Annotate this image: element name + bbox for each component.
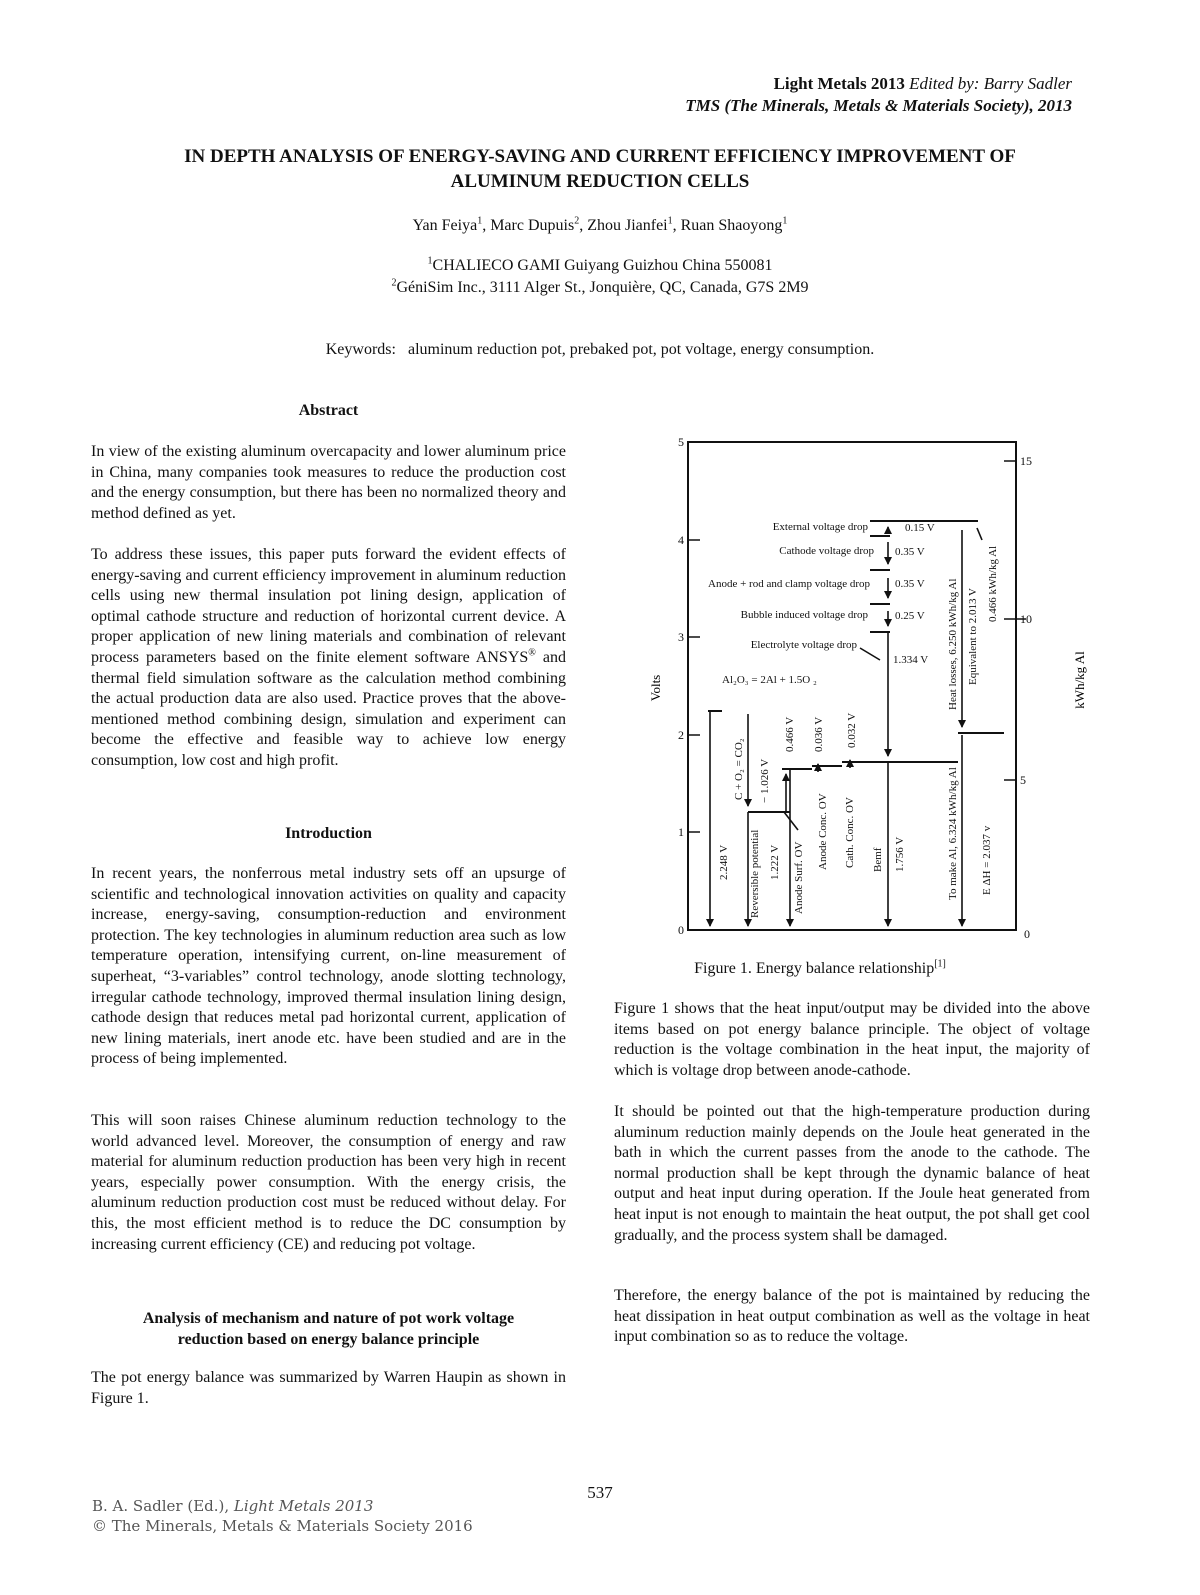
left-tick-label: 4 xyxy=(678,533,684,547)
introduction-paragraph-2: This will soon raises Chinese aluminum reduction technology to the world advanced level. Moreover, the consumption of energy and raw material for aluminum reduction production has been very high in recent years, especially power consumption. With the energy crisis, the aluminum reduction production cost must be reduced without delay. For this, the most efficient method is to reduce the DC consumption by increasing current efficiency (CE) and reducing pot voltage. xyxy=(91,1112,566,1253)
author-name: Zhou Jianfei xyxy=(587,217,668,234)
running-header-journal xyxy=(774,74,1072,94)
right-tick-label: 15 xyxy=(1020,454,1032,468)
abstract-p2-text-a: To address these issues, this paper puts forward the evident effects of energy-saving and current efficiency improvement in aluminum reduction cells using new thermal insulation pot lining design, application of optimal cathode structure and reduction of horizontal current device. A proper application of new lining materials and combination of relevant process parameters based on the finite element software ANSYS xyxy=(91,546,566,666)
drop-value: 0.25 V xyxy=(895,610,925,622)
journal-name: Light Metals 2013 xyxy=(773,74,905,93)
page-number: 537 xyxy=(587,1483,613,1502)
footer-citation xyxy=(92,1497,373,1515)
introduction-heading: Introduction xyxy=(285,825,372,842)
author-list: Yan Feiya$^1$, Marc Dupuis$^2$, Zhou Jianfei$^1$, Ruan Shaoyong$^1$ xyxy=(412,215,788,234)
label-2248: 2.248 V xyxy=(718,844,730,880)
drop-label: Bubble induced voltage drop xyxy=(740,609,868,621)
label-1756: 1.756 V xyxy=(894,836,906,872)
right-axis-label: kWh/kg Al xyxy=(1072,651,1087,709)
left-tick-label: 3 xyxy=(678,630,684,644)
analysis-heading-line-2: reduction based on energy balance principle xyxy=(177,1331,480,1348)
abstract-heading: Abstract xyxy=(298,402,359,419)
journal-editor: Edited by: Barry Sadler xyxy=(909,74,1072,93)
left-tick-label: 5 xyxy=(678,435,684,449)
label-1026: − 1.026 V xyxy=(759,758,771,803)
label-0036: 0.036 V xyxy=(813,716,825,752)
drop-label: Anode + rod and clamp voltage drop xyxy=(708,578,870,590)
abstract-paragraph-2 xyxy=(91,545,566,772)
figure-caption xyxy=(614,960,1026,978)
label-0466: 0.466 V xyxy=(784,716,796,752)
label-anode-surf: Anode Surf. OV xyxy=(793,841,805,914)
label-bemf: Bemf xyxy=(872,847,884,872)
right-tick-label: 10 xyxy=(1020,612,1032,626)
author-affiliation-mark: 1 xyxy=(477,215,483,227)
label-heat-losses: Heat losses, 6.250 kWh/kg Al xyxy=(947,578,959,710)
label-make-al: To make Al, 6.324 kWh/kg Al xyxy=(947,767,959,900)
anode-surf-pointer xyxy=(784,812,798,830)
abstract-paragraph-1: In view of the existing aluminum overcapacity and lower aluminum price in China, many companies took measures to reduce the production cost and the energy consumption, but there has been no normalized theory and method defined as yet. xyxy=(91,443,566,522)
left-tick-label: 1 xyxy=(678,825,684,839)
registered-mark: ® xyxy=(528,647,536,659)
label-anode-conc: Anode Conc. OV xyxy=(817,793,829,870)
label-cath-conc: Cath. Conc. OV xyxy=(844,797,856,868)
external-pointer xyxy=(977,528,982,540)
label-co2: C + O₂ = CO₂ xyxy=(733,738,745,800)
electrolyte-pointer xyxy=(860,648,880,660)
reaction-label: Al₂O₃ = 2Al + 1.5O ₂ xyxy=(722,674,817,686)
label-1222: 1.222 V xyxy=(769,844,781,880)
abstract-p2-text-b: and thermal field simulation software as the calculation method combining the actual production data are also used. Practice proves that the above-mentioned method combining design, simulation and experiment can become the effective and feasible way to achieve low energy consumption, low cost and high profit. xyxy=(91,648,566,769)
drop-value: 0.15 V xyxy=(905,522,935,534)
left-tick-label: 2 xyxy=(678,728,684,742)
right-tick-label: 0 xyxy=(1024,927,1030,941)
affiliation-mark: 1 xyxy=(427,255,433,267)
label-0466-kwh: 0.466 kWh/kg Al xyxy=(987,545,999,622)
author-name: Ruan Shaoyong xyxy=(680,217,783,234)
author-name: Yan Feiya xyxy=(412,217,478,234)
drop-label: Electrolyte voltage drop xyxy=(750,639,857,651)
affiliation-mark: 2 xyxy=(391,277,397,289)
right-paragraph-1: Figure 1 shows that the heat input/output may be divided into the above items based on pot energy balance principle. The object of voltage reduction is the voltage combination in the heat input, the majority of which is voltage drop between anode-cathode. xyxy=(614,1000,1090,1079)
figure-citation: [1] xyxy=(934,958,946,970)
author-affiliation-mark: 2 xyxy=(574,215,580,227)
left-axis-label: Volts xyxy=(648,674,663,702)
title-line-2: ALUMINUM REDUCTION CELLS xyxy=(450,171,750,192)
label-0032: 0.032 V xyxy=(846,712,858,748)
running-header-publisher: TMS (The Minerals, Metals & Materials Society), 2013 xyxy=(685,96,1072,115)
author-affiliation-mark: 1 xyxy=(667,215,673,227)
footer-book: Light Metals 2013 xyxy=(233,1497,374,1515)
affiliation-text: CHALIECO GAMI Guiyang Guizhou China 550081 xyxy=(432,257,773,274)
title-line-1: IN DEPTH ANALYSIS OF ENERGY-SAVING AND CURRENT EFFICIENCY IMPROVEMENT OF xyxy=(184,146,1016,167)
footer-editor: B. A. Sadler (Ed.), xyxy=(92,1497,234,1515)
keywords: Keywords: aluminum reduction pot, prebaked pot, pot voltage, energy consumption. xyxy=(325,341,875,358)
affiliation-text: GéniSim Inc., 3111 Alger St., Jonquière, QC, Canada, G7S 2M9 xyxy=(396,279,809,296)
author-name: Marc Dupuis xyxy=(490,217,575,234)
paper-title xyxy=(90,144,1110,194)
affiliation-2 xyxy=(0,279,1200,297)
introduction-paragraph-1: In recent years, the nonferrous metal industry sets off an upsurge of scientific and technological innovation activities on quality and capacity increase, energy-saving, consumption-reduction and environment protection. The key technologies in aluminum reduction area such as low temperature operation, intensifying current, on-line measurement of superheat, “3-variables” control technology, anode slotting technology, irregular cathode technology, improved thermal insulation lining design, cathode design that reduces metal pad horizontal current, application of new lining materials, inert anode etc. have been studied and are in the process of being implemented. xyxy=(91,865,566,1068)
analysis-heading-line-1: Analysis of mechanism and nature of pot work voltage xyxy=(142,1310,515,1327)
right-paragraph-3: Therefore, the energy balance of the pot is maintained by reducing the heat dissipation in heat output combination as well as the voltage in heat input combination so as to reduce the voltage. xyxy=(614,1287,1090,1346)
drop-value: 0.35 V xyxy=(895,578,925,590)
left-tick-label: 0 xyxy=(678,923,684,937)
energy-balance-figure xyxy=(640,428,1100,948)
figure-caption-text: Figure 1. Energy balance relationship xyxy=(694,960,935,977)
author-affiliation-mark: 1 xyxy=(782,215,788,227)
drop-label: Cathode voltage drop xyxy=(779,545,874,557)
label-reversible: Reversible potential xyxy=(749,829,761,918)
analysis-heading xyxy=(91,1308,566,1350)
label-eah: E ΔH = 2.037 v xyxy=(981,825,993,895)
drop-value: 0.35 V xyxy=(895,546,925,558)
drop-label: External voltage drop xyxy=(772,521,868,533)
footer-copyright: © The Minerals, Metals & Materials Society 2016 xyxy=(92,1517,473,1535)
analysis-paragraph-1: The pot energy balance was summarized by Warren Haupin as shown in Figure 1. xyxy=(91,1369,566,1407)
drop-value: 1.334 V xyxy=(893,654,929,666)
label-equivalent: Equivalent to 2.013 V xyxy=(967,588,979,685)
affiliation-1 xyxy=(0,257,1200,275)
right-paragraph-2: It should be pointed out that the high-temperature production during aluminum reduction mainly depends on the Joule heat generated in the bath in which the current passes from the anode to the cathode. The normal production shall be kept through the dynamic balance of heat output and heat input during operation. If the Joule heat generated from heat input is not enough to maintain the heat output, the pot shall get cool gradually, and the process system shall be damaged. xyxy=(614,1103,1090,1244)
right-tick-label: 5 xyxy=(1020,773,1026,787)
